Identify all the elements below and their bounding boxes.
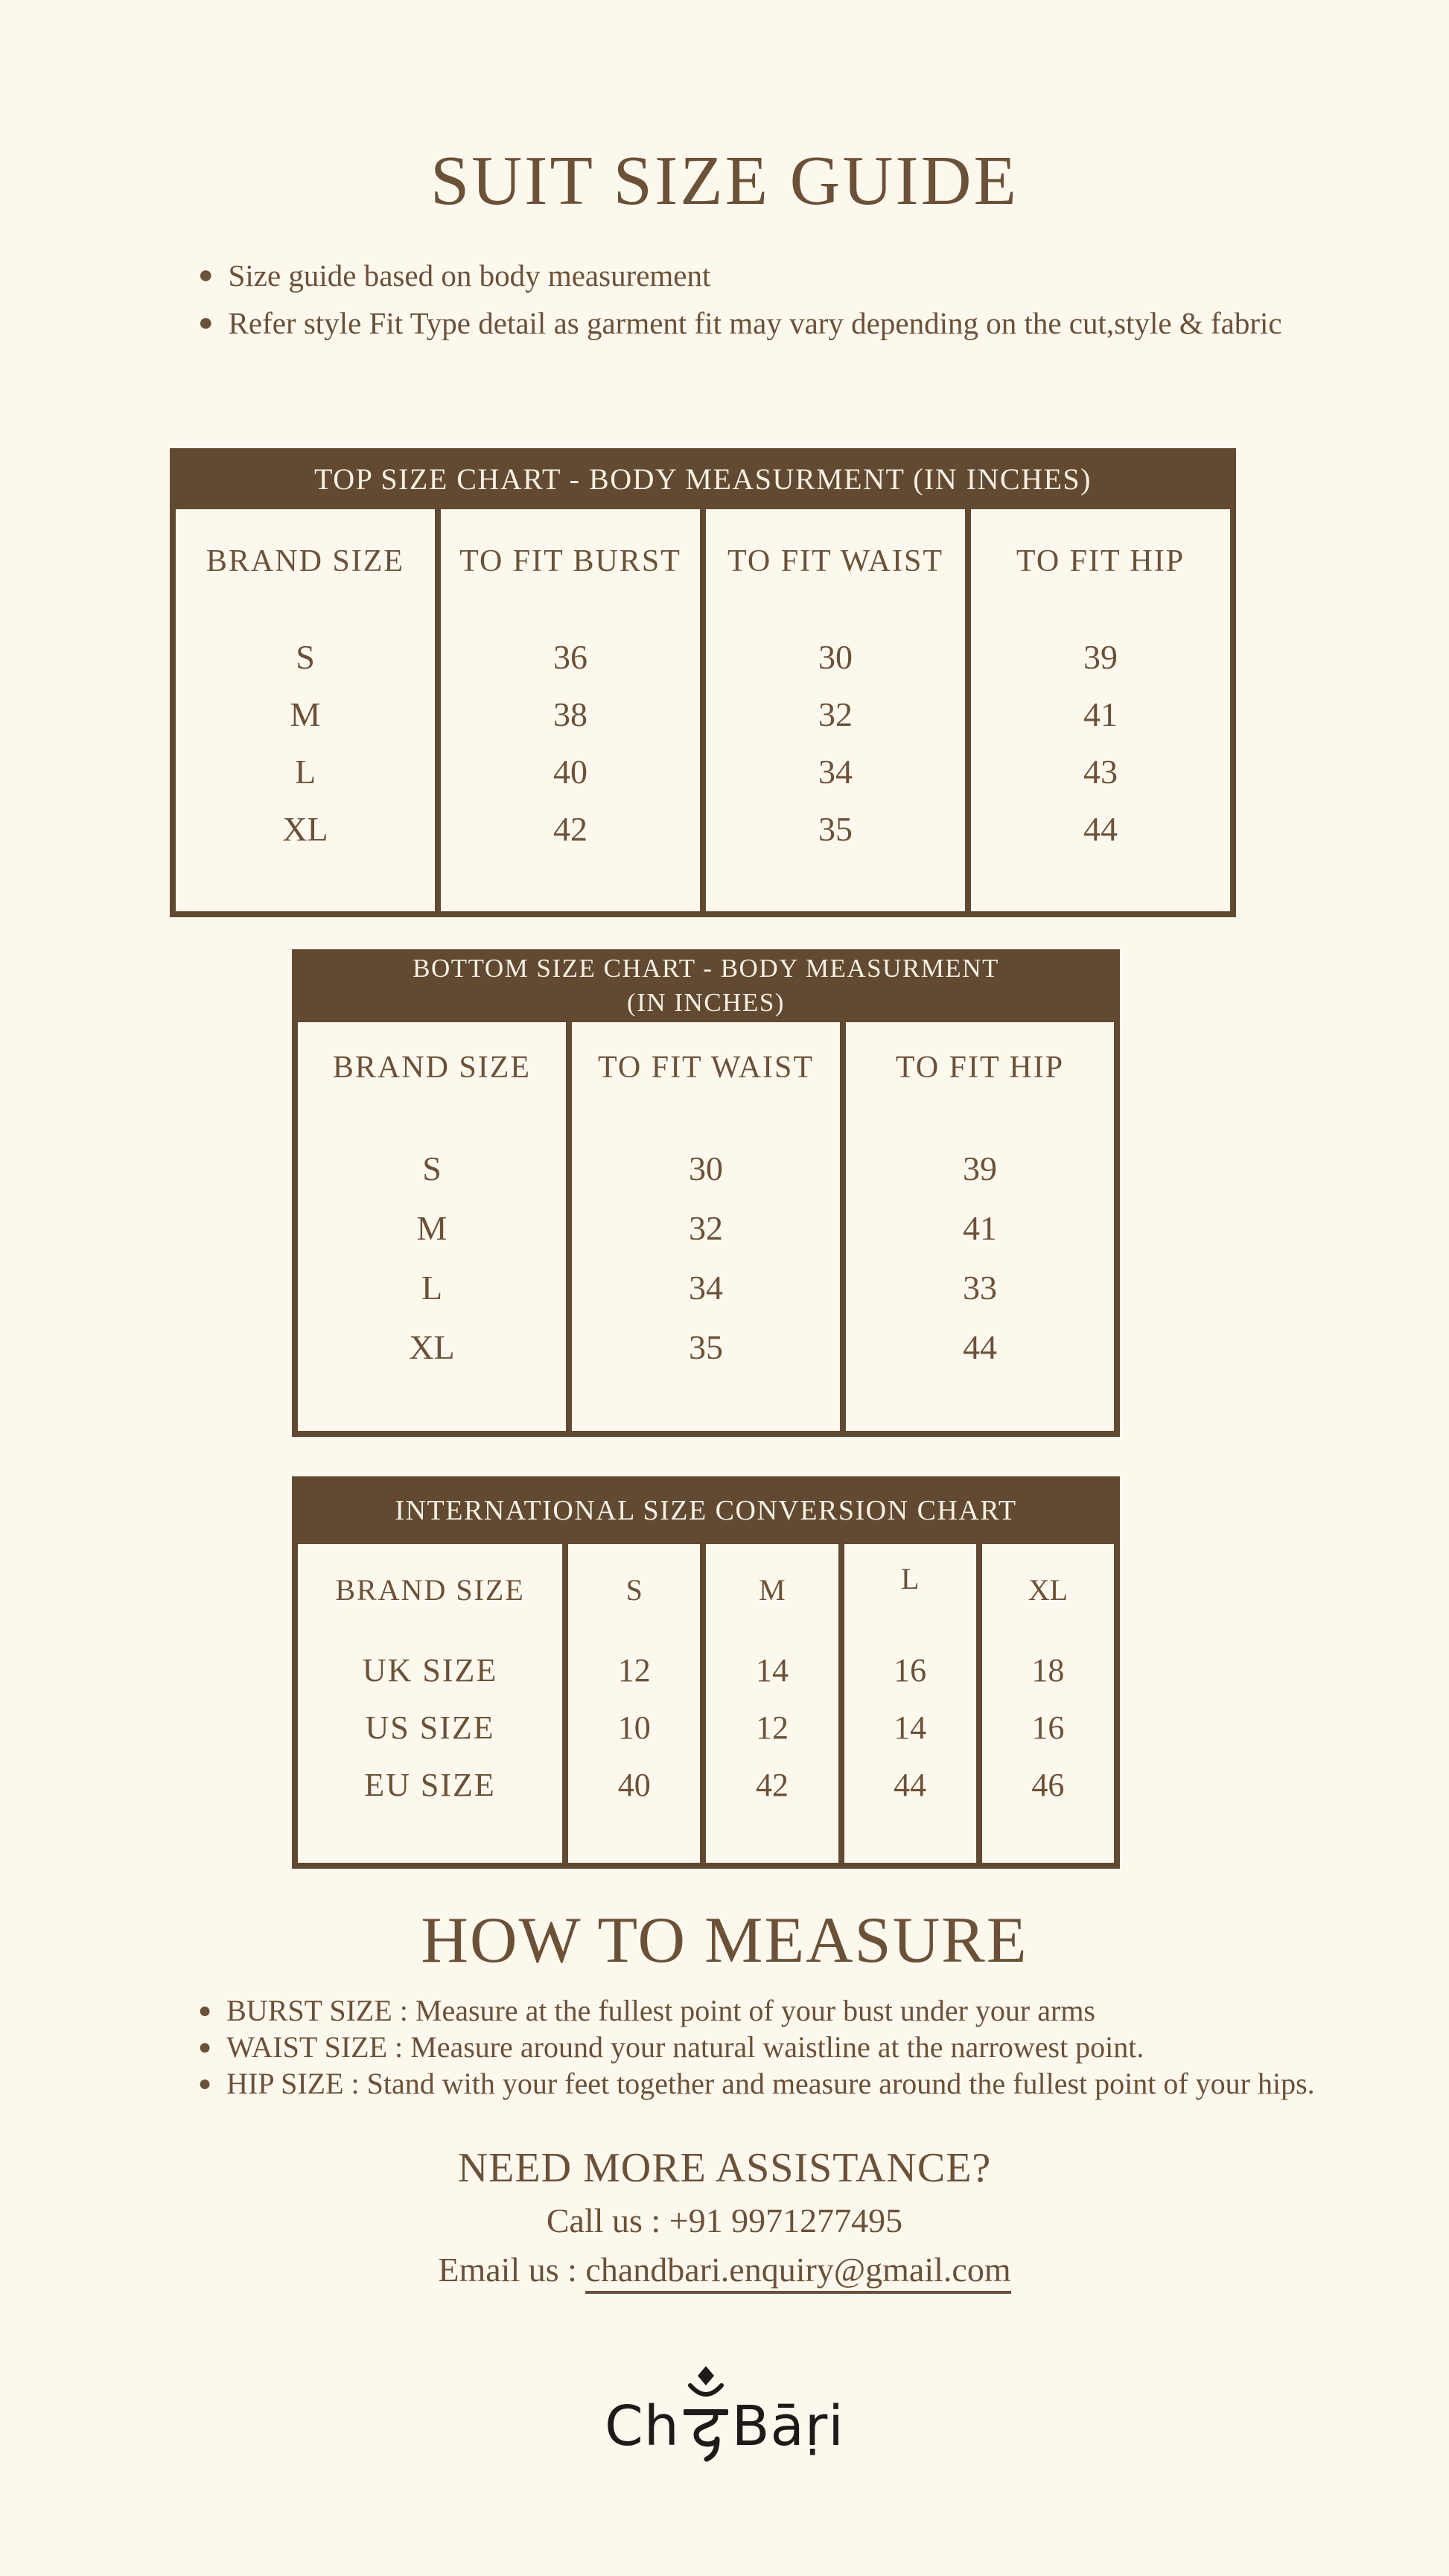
measure-bullet-burst-text: BURST SIZE : Measure at the fullest point of your bust under your arms <box>226 1994 1095 2027</box>
table-cell: 46 <box>1031 1767 1065 1803</box>
assistance-email-line <box>0 2251 1449 2289</box>
bottom-size-chart-header-line2: (IN INCHES) <box>627 988 785 1017</box>
intl-chart-col-brand <box>298 1544 562 1863</box>
column-header: S <box>625 1572 643 1607</box>
table-cell: 18 <box>1031 1652 1065 1689</box>
logo-da-bowl <box>696 2417 717 2444</box>
table-cell: 30 <box>689 1149 723 1187</box>
top-size-chart <box>170 448 1236 917</box>
intro-bullet-list <box>198 252 1308 347</box>
email-link[interactable]: chandbari.enquiry@gmail.com <box>585 2251 1010 2294</box>
call-label: Call us : <box>546 2202 669 2239</box>
bottom-size-chart-header-line1: BOTTOM SIZE CHART - BODY MEASURMENT <box>413 954 999 983</box>
table-cell: 40 <box>617 1767 651 1803</box>
table-cell: 14 <box>755 1652 789 1689</box>
table-cell: 40 <box>553 753 587 791</box>
table-cell: 43 <box>1083 753 1118 791</box>
table-cell: L <box>294 753 316 791</box>
table-cell: 35 <box>689 1327 723 1366</box>
table-cell: XL <box>282 810 328 848</box>
table-cell: US SIZE <box>365 1709 495 1746</box>
column-header: TO FIT HIP <box>895 1051 1065 1085</box>
table-cell: 12 <box>617 1652 651 1689</box>
bullet-dot-icon: ● <box>198 2035 212 2059</box>
table-cell: 32 <box>689 1208 723 1247</box>
logo-text-ch: Ch <box>605 2394 680 2458</box>
table-cell: 16 <box>894 1652 927 1689</box>
column-header: BRAND SIZE <box>335 1572 525 1607</box>
top-chart-col-hip <box>965 509 1230 911</box>
table-cell: 42 <box>553 810 587 848</box>
table-cell: 44 <box>963 1327 997 1366</box>
column-header: TO FIT WAIST <box>727 544 944 578</box>
bottom-size-chart-body <box>292 1022 1120 1437</box>
bullet-dot-icon: ● <box>198 1998 212 2023</box>
intro-bullet-1 <box>198 252 1308 299</box>
table-cell: 14 <box>894 1709 927 1746</box>
phone-number: +91 9971277495 <box>669 2202 903 2239</box>
column-header: BRAND SIZE <box>206 544 405 578</box>
table-cell: 36 <box>553 638 587 676</box>
table-cell: 35 <box>818 810 853 848</box>
table-cell: S <box>422 1149 442 1187</box>
measure-bullet-hip-text: HIP SIZE : Stand with your feet together and measure around the fullest point of your hips. <box>226 2067 1315 2100</box>
column-header-text: L <box>900 1561 920 1595</box>
table-cell: 30 <box>818 638 853 676</box>
table-cell: 44 <box>1083 810 1118 848</box>
table-cell: XL <box>409 1327 455 1366</box>
top-chart-col-brand <box>176 509 435 911</box>
table-cell: 34 <box>818 753 853 791</box>
column-header: M <box>759 1572 786 1607</box>
table-cell: 41 <box>963 1208 997 1247</box>
table-cell: M <box>416 1208 448 1247</box>
table-cell: 34 <box>689 1268 723 1307</box>
table-cell: M <box>290 695 321 733</box>
intl-chart-col-xl <box>976 1544 1114 1863</box>
table-cell: 12 <box>755 1709 789 1746</box>
intl-chart-col-m <box>700 1544 838 1863</box>
logo-diamond-icon <box>698 2366 714 2385</box>
measure-bullet-waist-text: WAIST SIZE : Measure around your natural waistline at the narrowest point. <box>226 2030 1144 2064</box>
column-header <box>901 1544 919 1635</box>
column-header: BRAND SIZE <box>332 1051 532 1085</box>
table-cell: 39 <box>963 1149 997 1187</box>
intro-bullet-2 <box>198 299 1308 347</box>
table-cell: S <box>296 638 315 676</box>
table-cell: 16 <box>1031 1709 1065 1746</box>
logo-text-bari: Bāṛi <box>731 2394 844 2458</box>
intro-bullet-1-text: Size guide based on body measurement <box>228 258 711 293</box>
top-chart-col-burst <box>435 509 700 911</box>
measure-bullet-waist <box>198 2029 1315 2065</box>
measure-bullet-burst <box>198 1992 1315 2029</box>
bottom-chart-col-brand <box>298 1022 566 1431</box>
table-cell: 33 <box>963 1268 997 1307</box>
column-header: TO FIT BURST <box>459 544 681 578</box>
bottom-size-chart <box>292 949 1120 1437</box>
brand-logo <box>0 2365 1449 2458</box>
international-size-chart <box>292 1476 1120 1869</box>
bullet-dot-icon: ● <box>198 2071 212 2096</box>
table-cell: 38 <box>553 695 587 733</box>
email-label: Email us : <box>438 2251 586 2289</box>
bottom-size-chart-header <box>292 949 1120 1022</box>
column-header: TO FIT WAIST <box>597 1051 815 1085</box>
table-cell: UK SIZE <box>362 1652 498 1689</box>
table-cell: 39 <box>1083 638 1118 676</box>
page-title: SUIT SIZE GUIDE <box>430 142 1019 220</box>
bullet-dot-icon: ● <box>198 309 214 337</box>
table-cell: 10 <box>617 1709 651 1746</box>
table-cell: L <box>421 1268 443 1307</box>
intl-chart-col-s <box>562 1544 700 1863</box>
table-cell: EU SIZE <box>364 1767 496 1803</box>
how-to-measure-bullet-list <box>198 1992 1315 2102</box>
intro-bullet-2-text: Refer style Fit Type detail as garment fit may vary depending on the cut,style & fabric <box>228 306 1282 340</box>
assistance-title: NEED MORE ASSISTANCE? <box>457 2145 992 2191</box>
table-cell: 42 <box>755 1767 789 1803</box>
table-cell: 41 <box>1083 695 1118 733</box>
international-size-chart-body <box>292 1544 1120 1869</box>
logo-headbar <box>684 2409 728 2415</box>
devanagari-da-icon <box>684 2365 728 2463</box>
top-size-chart-header-text: TOP SIZE CHART - BODY MEASURMENT (IN INCHES) <box>313 462 1092 496</box>
column-header: XL <box>1028 1572 1069 1607</box>
bullet-dot-icon: ● <box>198 261 214 289</box>
table-cell: 44 <box>894 1767 927 1803</box>
assistance-call-line <box>0 2202 1449 2240</box>
intl-chart-col-l <box>838 1544 976 1863</box>
column-header: TO FIT HIP <box>1016 544 1185 578</box>
measure-bullet-hip <box>198 2065 1315 2102</box>
international-size-chart-header <box>292 1476 1120 1544</box>
top-size-chart-header <box>170 448 1236 509</box>
how-to-measure-title: HOW TO MEASURE <box>421 1904 1028 1977</box>
logo-crescent-icon <box>690 2385 722 2394</box>
top-size-chart-body <box>170 509 1236 917</box>
table-cell: 32 <box>818 695 853 733</box>
top-chart-col-waist <box>700 509 965 911</box>
bottom-chart-col-hip <box>840 1022 1114 1431</box>
international-size-chart-header-text: INTERNATIONAL SIZE CONVERSION CHART <box>395 1494 1017 1526</box>
bottom-chart-col-waist <box>566 1022 840 1431</box>
